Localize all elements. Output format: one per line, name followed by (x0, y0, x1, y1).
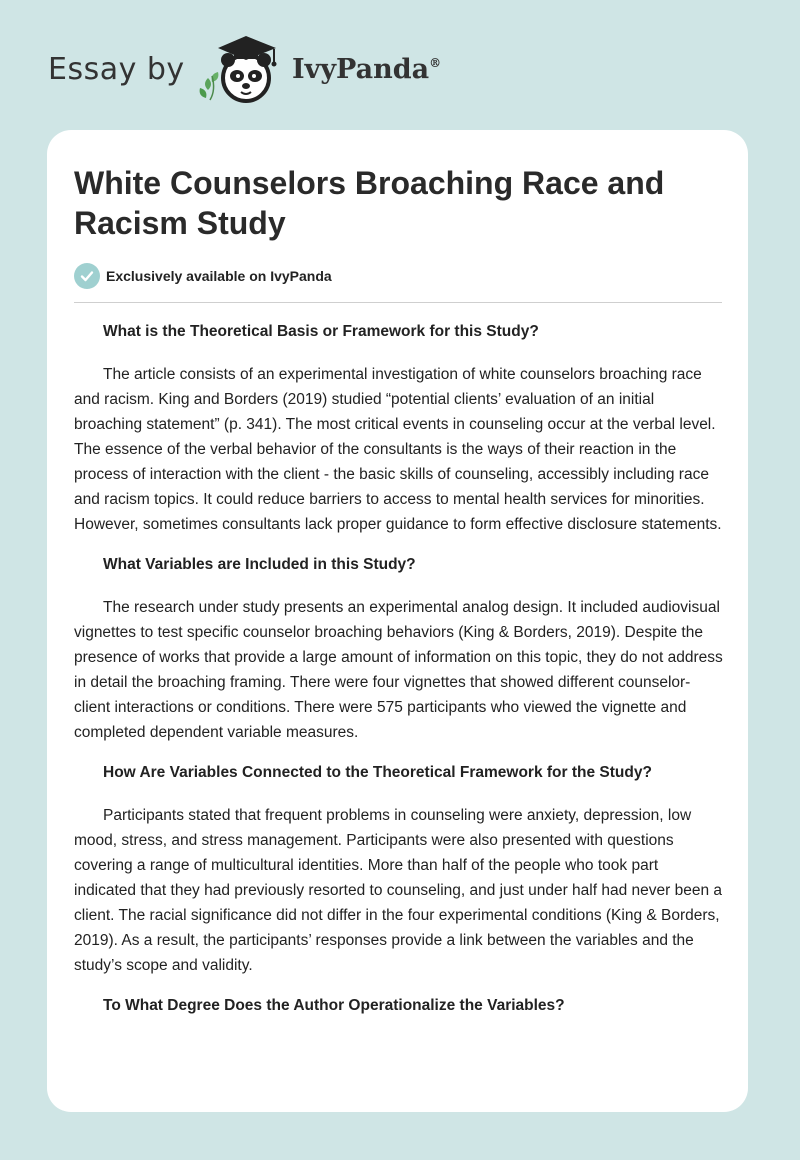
essay-by-label: Essay by (48, 52, 185, 87)
section-paragraph: Participants stated that frequent problems in counseling were anxiety, depression, low mood, stress, and stress management. Participants were also presented with questions covering a range of multicultural identities. More than half of the people who took part indicated that they had previously resorted to counseling, and just under half had never been a client. The racial significance did not differ in the four experimental conditions (King & Borders, 2019). As a result, the participants’ responses provide a link between the variables and the study’s scope and validity. (74, 807, 722, 974)
article-title: White Counselors Broaching Race and Racism Study (74, 165, 665, 241)
section-heading: What Variables are Included in this Study? (103, 556, 416, 573)
brand-text: IvyPanda (292, 54, 430, 85)
checkmark-icon (74, 263, 100, 289)
article-body (74, 320, 724, 1018)
brand-name[interactable] (292, 54, 441, 85)
panda-logo-icon (198, 30, 288, 110)
section-heading: To What Degree Does the Author Operationalize the Variables? (103, 997, 565, 1014)
section-heading: How Are Variables Connected to the Theoretical Framework for the Study? (103, 764, 652, 781)
divider (74, 302, 722, 303)
registered-mark: ® (429, 56, 442, 70)
ivypanda-logo[interactable] (198, 30, 288, 110)
section-heading: What is the Theoretical Basis or Framework for this Study? (103, 323, 539, 340)
badge-label: Exclusively available on IvyPanda (106, 268, 332, 284)
section-paragraph: The article consists of an experimental investigation of white counselors broaching race and racism. King and Borders (2019) studied “potential clients’ evaluation of an initial broaching statement” (p. 341). The most critical events in counseling occur at the verbal level. The essence of the verbal behavior of the consultants is the ways of their reaction in the process of interaction with the client - the basic skills of counseling, accessibly including race and racism topics. It could reduce barriers to access to mental health services for minorities. However, sometimes consultants lack proper guidance to form effective disclosure statements. (74, 366, 722, 533)
exclusive-badge (74, 263, 332, 289)
article-card (47, 130, 748, 1112)
section-paragraph: The research under study presents an experimental analog design. It included audiovisual vignettes to test specific counselor broaching behaviors (King & Borders, 2019). Despite the presence of works that provide a large amount of information on this topic, they do not address in detail the broaching framing. There were four vignettes that showed different counselor-client interactions or conditions. There were 575 participants who viewed the vignette and completed dependent variable measures. (74, 599, 723, 741)
site-header (48, 30, 748, 110)
